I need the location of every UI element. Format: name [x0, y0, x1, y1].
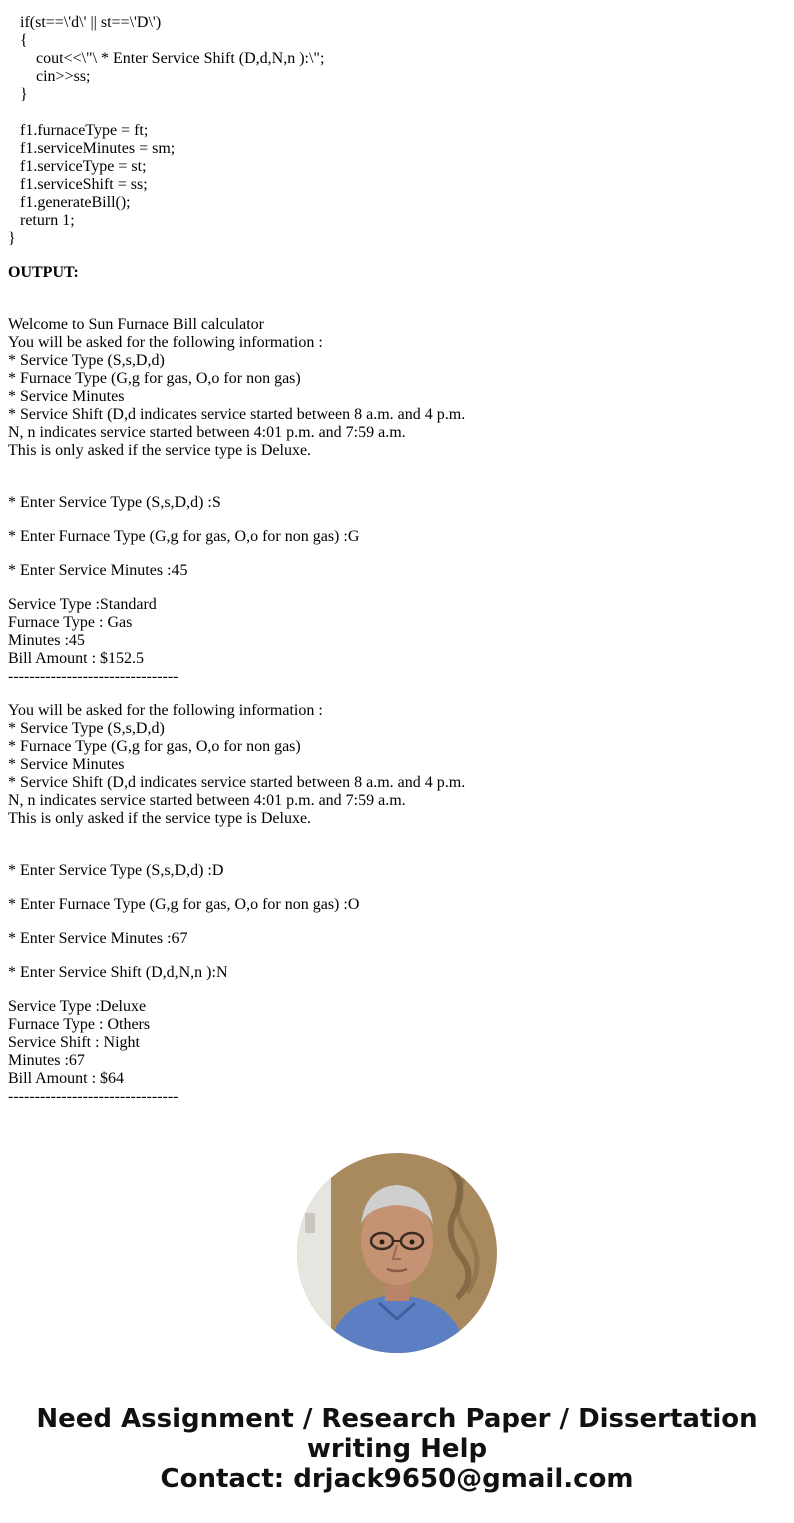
output-result: Bill Amount : $64 — [8, 1070, 125, 1087]
output-line: Welcome to Sun Furnace Bill calculator — [8, 316, 264, 333]
avatar-illustration — [297, 1153, 497, 1353]
output-result: Minutes :45 — [8, 632, 85, 649]
footer-line-2: writing Help — [306, 1434, 488, 1464]
footer-line-1: Need Assignment / Research Paper / Dissertation — [36, 1404, 758, 1434]
output-prompt: * Enter Service Type (S,s,D,d) :S — [8, 494, 221, 511]
code-line: cin>>ss; — [8, 68, 91, 85]
code-line: f1.serviceShift = ss; — [8, 176, 148, 193]
author-avatar — [297, 1153, 497, 1353]
output-separator: -------------------------------- — [8, 668, 179, 685]
output-prompt: * Enter Furnace Type (G,g for gas, O,o for non gas) :G — [8, 528, 360, 545]
output-line: * Service Minutes — [8, 756, 125, 773]
output-line: * Furnace Type (G,g for gas, O,o for non gas) — [8, 738, 301, 755]
output-prompt: * Enter Service Type (S,s,D,d) :D — [8, 862, 224, 879]
output-line: You will be asked for the following information : — [8, 702, 323, 719]
output-result: Furnace Type : Gas — [8, 614, 133, 631]
code-line: } — [8, 230, 16, 247]
output-result: Minutes :67 — [8, 1052, 85, 1069]
output-line: * Service Type (S,s,D,d) — [8, 720, 165, 737]
output-line: This is only asked if the service type is Deluxe. — [8, 442, 312, 459]
code-line: if(st==\'d\' || st==\'D\') — [8, 14, 162, 31]
output-result: Service Shift : Night — [8, 1034, 140, 1051]
code-line: f1.serviceMinutes = sm; — [8, 140, 176, 157]
output-heading: OUTPUT: — [8, 264, 79, 281]
output-prompt: * Enter Furnace Type (G,g for gas, O,o for non gas) :O — [8, 896, 360, 913]
code-line: f1.furnaceType = ft; — [8, 122, 149, 139]
output-result: Service Type :Deluxe — [8, 998, 147, 1015]
output-line: N, n indicates service started between 4:01 p.m. and 7:59 a.m. — [8, 792, 406, 809]
code-line: cout<<\"\ * Enter Service Shift (D,d,N,n ):\"; — [8, 50, 325, 67]
code-line: f1.generateBill(); — [8, 194, 131, 211]
code-line: } — [8, 86, 28, 103]
code-line: { — [8, 32, 28, 49]
output-line: * Service Type (S,s,D,d) — [8, 352, 165, 369]
output-result: Bill Amount : $152.5 — [8, 650, 145, 667]
code-line: f1.serviceType = st; — [8, 158, 147, 175]
output-line: * Furnace Type (G,g for gas, O,o for non gas) — [8, 370, 301, 387]
output-result: Furnace Type : Others — [8, 1016, 151, 1033]
footer-contact: Contact: drjack9650@gmail.com — [160, 1464, 634, 1494]
output-line: * Service Shift (D,d indicates service started between 8 a.m. and 4 p.m. — [8, 774, 466, 791]
output-result: Service Type :Standard — [8, 596, 157, 613]
output-prompt: * Enter Service Shift (D,d,N,n ):N — [8, 964, 228, 981]
output-line: You will be asked for the following information : — [8, 334, 323, 351]
output-prompt: * Enter Service Minutes :67 — [8, 930, 188, 947]
output-separator: -------------------------------- — [8, 1088, 179, 1105]
code-line: return 1; — [8, 212, 75, 229]
output-line: * Service Minutes — [8, 388, 125, 405]
output-line: N, n indicates service started between 4:01 p.m. and 7:59 a.m. — [8, 424, 406, 441]
output-line: This is only asked if the service type is Deluxe. — [8, 810, 312, 827]
output-line: * Service Shift (D,d indicates service started between 8 a.m. and 4 p.m. — [8, 406, 466, 423]
output-prompt: * Enter Service Minutes :45 — [8, 562, 188, 579]
